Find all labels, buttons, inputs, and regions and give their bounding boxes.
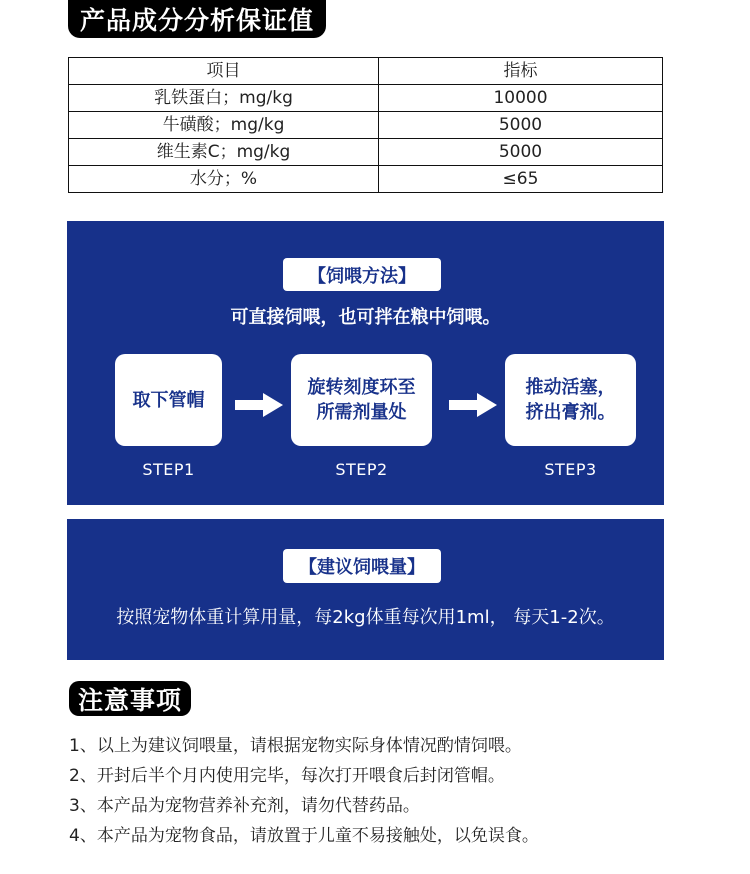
step2-label: STEP2: [335, 460, 388, 479]
table-row: [69, 85, 663, 112]
section-title-analysis: 产品成分分析保证值: [68, 0, 326, 38]
table-header-cell: 项目: [69, 58, 379, 85]
table-cell: ≤65: [379, 166, 663, 193]
list-item: 1、以上为建议饲喂量，请根据宠物实际身体情况酌情饲喂。: [69, 736, 522, 756]
list-item: 4、本产品为宠物食品，请放置于儿童不易接触处，以免误食。: [69, 826, 539, 846]
dosage-text: 按照宠物体重计算用量，每2kg体重每次用1ml， 每天1-2次。: [116, 607, 615, 628]
list-item: 3、本产品为宠物营养补充剂，请勿代替药品。: [69, 796, 420, 816]
section-title-notes: 注意事项: [69, 681, 191, 716]
step1-card: 取下管帽: [115, 354, 222, 446]
table-cell: 乳铁蛋白；mg/kg: [69, 85, 379, 112]
table-row: [69, 166, 663, 193]
right-arrow-icon: [449, 393, 497, 417]
step3-label: STEP3: [544, 460, 597, 479]
table-header-row: [69, 58, 663, 85]
dosage-panel: [67, 519, 664, 660]
table-row: [69, 112, 663, 139]
feeding-method-label: 【饲喂方法】: [283, 258, 441, 291]
table-cell: 维生素C；mg/kg: [69, 139, 379, 166]
table-cell: 牛磺酸；mg/kg: [69, 112, 379, 139]
table-header-cell: 指标: [379, 58, 663, 85]
step3-card: 推动活塞， 挤出膏剂。: [505, 354, 636, 446]
dosage-label: 【建议饲喂量】: [283, 549, 441, 583]
list-item: 2、开封后半个月内使用完毕，每次打开喂食后封闭管帽。: [69, 766, 505, 786]
table-cell: 5000: [379, 112, 663, 139]
feeding-method-text: 可直接饲喂，也可拌在粮中饲喂。: [230, 307, 501, 328]
spec-table: [68, 57, 663, 193]
right-arrow-icon: [235, 393, 283, 417]
feeding-method-panel: [67, 221, 664, 505]
table-cell: 5000: [379, 139, 663, 166]
step1-label: STEP1: [142, 460, 195, 479]
table-cell: 10000: [379, 85, 663, 112]
table-row: [69, 139, 663, 166]
table-cell: 水分；%: [69, 166, 379, 193]
step2-card: 旋转刻度环至 所需剂量处: [291, 354, 432, 446]
notes-list: [69, 731, 539, 851]
